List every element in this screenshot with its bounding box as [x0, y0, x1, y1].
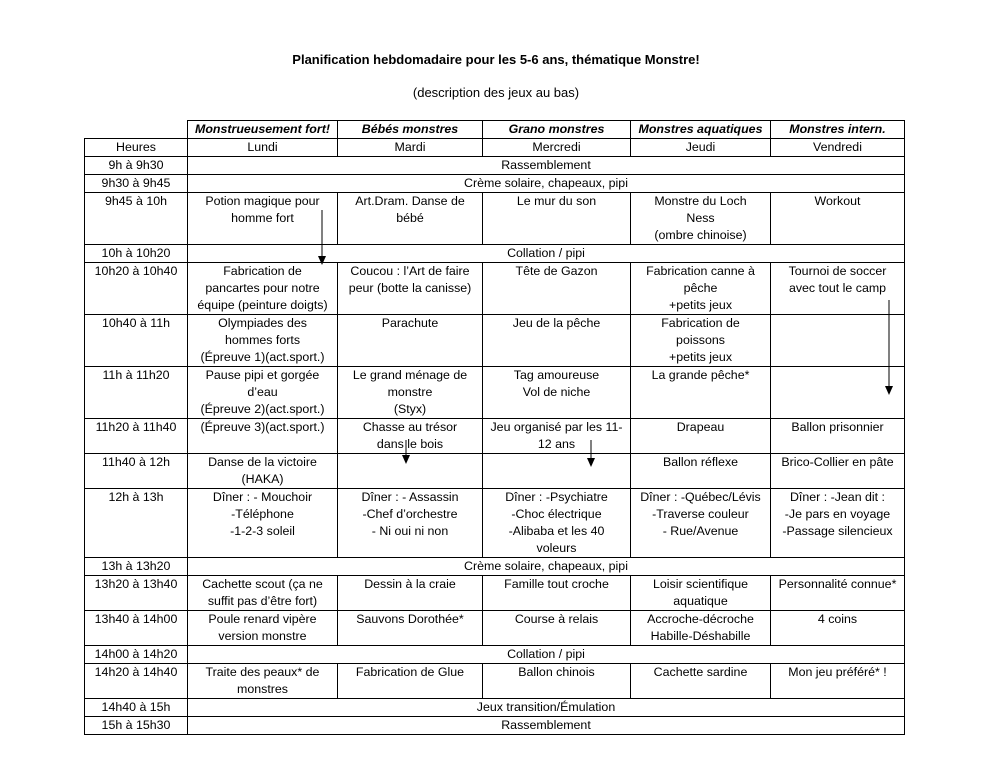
schedule-row	[85, 245, 905, 263]
time-cell: 14h20 à 14h40	[85, 664, 188, 699]
schedule-table	[84, 120, 905, 735]
span-activity-cell: Crème solaire, chapeaux, pipi	[188, 558, 905, 576]
activity-cell: Dessin à la craie	[338, 576, 483, 611]
theme-wednesday: Grano monstres	[483, 121, 631, 139]
time-cell: 9h à 9h30	[85, 157, 188, 175]
time-cell: 13h40 à 14h00	[85, 611, 188, 646]
time-cell: 14h40 à 15h	[85, 699, 188, 717]
time-cell: 13h20 à 13h40	[85, 576, 188, 611]
schedule-row	[85, 611, 905, 646]
activity-cell: Danse de la victoire (HAKA)	[188, 454, 338, 489]
activity-cell: Potion magique pour homme fort	[188, 193, 338, 245]
activity-cell: Le mur du son	[483, 193, 631, 245]
activity-cell: Pause pipi et gorgée d’eau (Épreuve 2)(act.sport.)	[188, 367, 338, 419]
activity-cell: Dîner : - Mouchoir -Téléphone -1-2-3 soleil	[188, 489, 338, 558]
activity-cell: Fabrication de Glue	[338, 664, 483, 699]
schedule-row	[85, 454, 905, 489]
time-cell: 15h à 15h30	[85, 717, 188, 735]
arrow-mercredi	[585, 440, 597, 470]
activity-cell: Monstre du Loch Ness (ombre chinoise)	[631, 193, 771, 245]
span-activity-cell: Rassemblement	[188, 157, 905, 175]
schedule-row	[85, 175, 905, 193]
day-tuesday: Mardi	[338, 139, 483, 157]
activity-cell: Mon jeu préféré* !	[771, 664, 905, 699]
time-cell: 11h20 à 11h40	[85, 419, 188, 454]
schedule-row	[85, 646, 905, 664]
span-activity-cell: Rassemblement	[188, 717, 905, 735]
schedule-row	[85, 717, 905, 735]
theme-row	[85, 121, 905, 139]
activity-cell: Poule renard vipère version monstre	[188, 611, 338, 646]
theme-friday: Monstres intern.	[771, 121, 905, 139]
activity-cell: Fabrication canne à pêche +petits jeux	[631, 263, 771, 315]
activity-cell: (Épreuve 3)(act.sport.)	[188, 419, 338, 454]
activity-cell: Accroche-décroche Habille-Déshabille	[631, 611, 771, 646]
schedule-body	[85, 157, 905, 735]
activity-cell: Sauvons Dorothée*	[338, 611, 483, 646]
activity-cell: Chasse au trésor dans le bois	[338, 419, 483, 454]
time-cell: 11h à 11h20	[85, 367, 188, 419]
span-activity-cell: Crème solaire, chapeaux, pipi	[188, 175, 905, 193]
activity-cell: Loisir scientifique aquatique	[631, 576, 771, 611]
arrow-mardi	[400, 440, 412, 466]
activity-cell: Ballon prisonnier	[771, 419, 905, 454]
time-cell: 10h20 à 10h40	[85, 263, 188, 315]
activity-cell: Dîner : -Psychiatre -Choc électrique -Alibaba et les 40 voleurs	[483, 489, 631, 558]
activity-cell: Cachette sardine	[631, 664, 771, 699]
day-friday: Vendredi	[771, 139, 905, 157]
day-thursday: Jeudi	[631, 139, 771, 157]
schedule-row	[85, 367, 905, 419]
activity-cell: 4 coins	[771, 611, 905, 646]
activity-cell: Course à relais	[483, 611, 631, 646]
activity-cell: Tag amoureuse Vol de niche	[483, 367, 631, 419]
activity-cell: Drapeau	[631, 419, 771, 454]
activity-cell: Le grand ménage de monstre (Styx)	[338, 367, 483, 419]
day-monday: Lundi	[188, 139, 338, 157]
time-cell: 9h30 à 9h45	[85, 175, 188, 193]
activity-cell: Ballon réflexe	[631, 454, 771, 489]
activity-cell: Dîner : -Jean dit : -Je pars en voyage -Passage silencieux	[771, 489, 905, 558]
arrow-lundi	[316, 210, 328, 266]
activity-cell: Famille tout croche	[483, 576, 631, 611]
time-cell: 12h à 13h	[85, 489, 188, 558]
activity-cell: Brico-Collier en pâte	[771, 454, 905, 489]
schedule-row	[85, 699, 905, 717]
time-cell: 9h45 à 10h	[85, 193, 188, 245]
theme-corner	[85, 121, 188, 139]
schedule-row	[85, 489, 905, 558]
arrow-vendredi	[883, 300, 895, 398]
schedule-row	[85, 576, 905, 611]
activity-cell: Dîner : - Assassin -Chef d’orchestre - Ni oui ni non	[338, 489, 483, 558]
activity-cell: Jeu organisé par les 11- 12 ans	[483, 419, 631, 454]
theme-tuesday: Bébés monstres	[338, 121, 483, 139]
day-wednesday: Mercredi	[483, 139, 631, 157]
hours-header: Heures	[85, 139, 188, 157]
schedule-row	[85, 664, 905, 699]
activity-cell: Ballon chinois	[483, 664, 631, 699]
span-activity-cell: Collation / pipi	[188, 245, 905, 263]
activity-cell: Fabrication de poissons +petits jeux	[631, 315, 771, 367]
activity-cell: Dîner : -Québec/Lévis -Traverse couleur - Rue/Avenue	[631, 489, 771, 558]
activity-cell: Cachette scout (ça ne suffit pas d’être fort)	[188, 576, 338, 611]
activity-cell: Fabrication de pancartes pour notre équipe (peinture doigts)	[188, 263, 338, 315]
activity-cell	[483, 454, 631, 489]
span-activity-cell: Collation / pipi	[188, 646, 905, 664]
time-cell: 13h à 13h20	[85, 558, 188, 576]
day-row	[85, 139, 905, 157]
activity-cell: Tournoi de soccer avec tout le camp	[771, 263, 905, 315]
schedule-row	[85, 193, 905, 245]
schedule-row	[85, 558, 905, 576]
schedule-row	[85, 263, 905, 315]
time-cell: 10h à 10h20	[85, 245, 188, 263]
page-subtitle: (description des jeux au bas)	[412, 85, 580, 100]
schedule-row	[85, 315, 905, 367]
activity-cell: Personnalité connue*	[771, 576, 905, 611]
activity-cell: La grande pêche*	[631, 367, 771, 419]
theme-monday: Monstrueusement fort!	[188, 121, 338, 139]
activity-cell: Tête de Gazon	[483, 263, 631, 315]
activity-cell: Coucou : l’Art de faire peur (botte la canisse)	[338, 263, 483, 315]
schedule-row	[85, 157, 905, 175]
activity-cell: Traite des peaux* de monstres	[188, 664, 338, 699]
activity-cell: Parachute	[338, 315, 483, 367]
time-cell: 10h40 à 11h	[85, 315, 188, 367]
time-cell: 11h40 à 12h	[85, 454, 188, 489]
activity-cell: Art.Dram. Danse de bébé	[338, 193, 483, 245]
time-cell: 14h00 à 14h20	[85, 646, 188, 664]
activity-cell: Olympiades des hommes forts (Épreuve 1)(act.sport.)	[188, 315, 338, 367]
span-activity-cell: Jeux transition/Émulation	[188, 699, 905, 717]
schedule-row	[85, 419, 905, 454]
theme-thursday: Monstres aquatiques	[631, 121, 771, 139]
activity-cell: Jeu de la pêche	[483, 315, 631, 367]
page-title: Planification hebdomadaire pour les 5-6 ans, thématique Monstre!	[292, 52, 700, 67]
activity-cell: Workout	[771, 193, 905, 245]
